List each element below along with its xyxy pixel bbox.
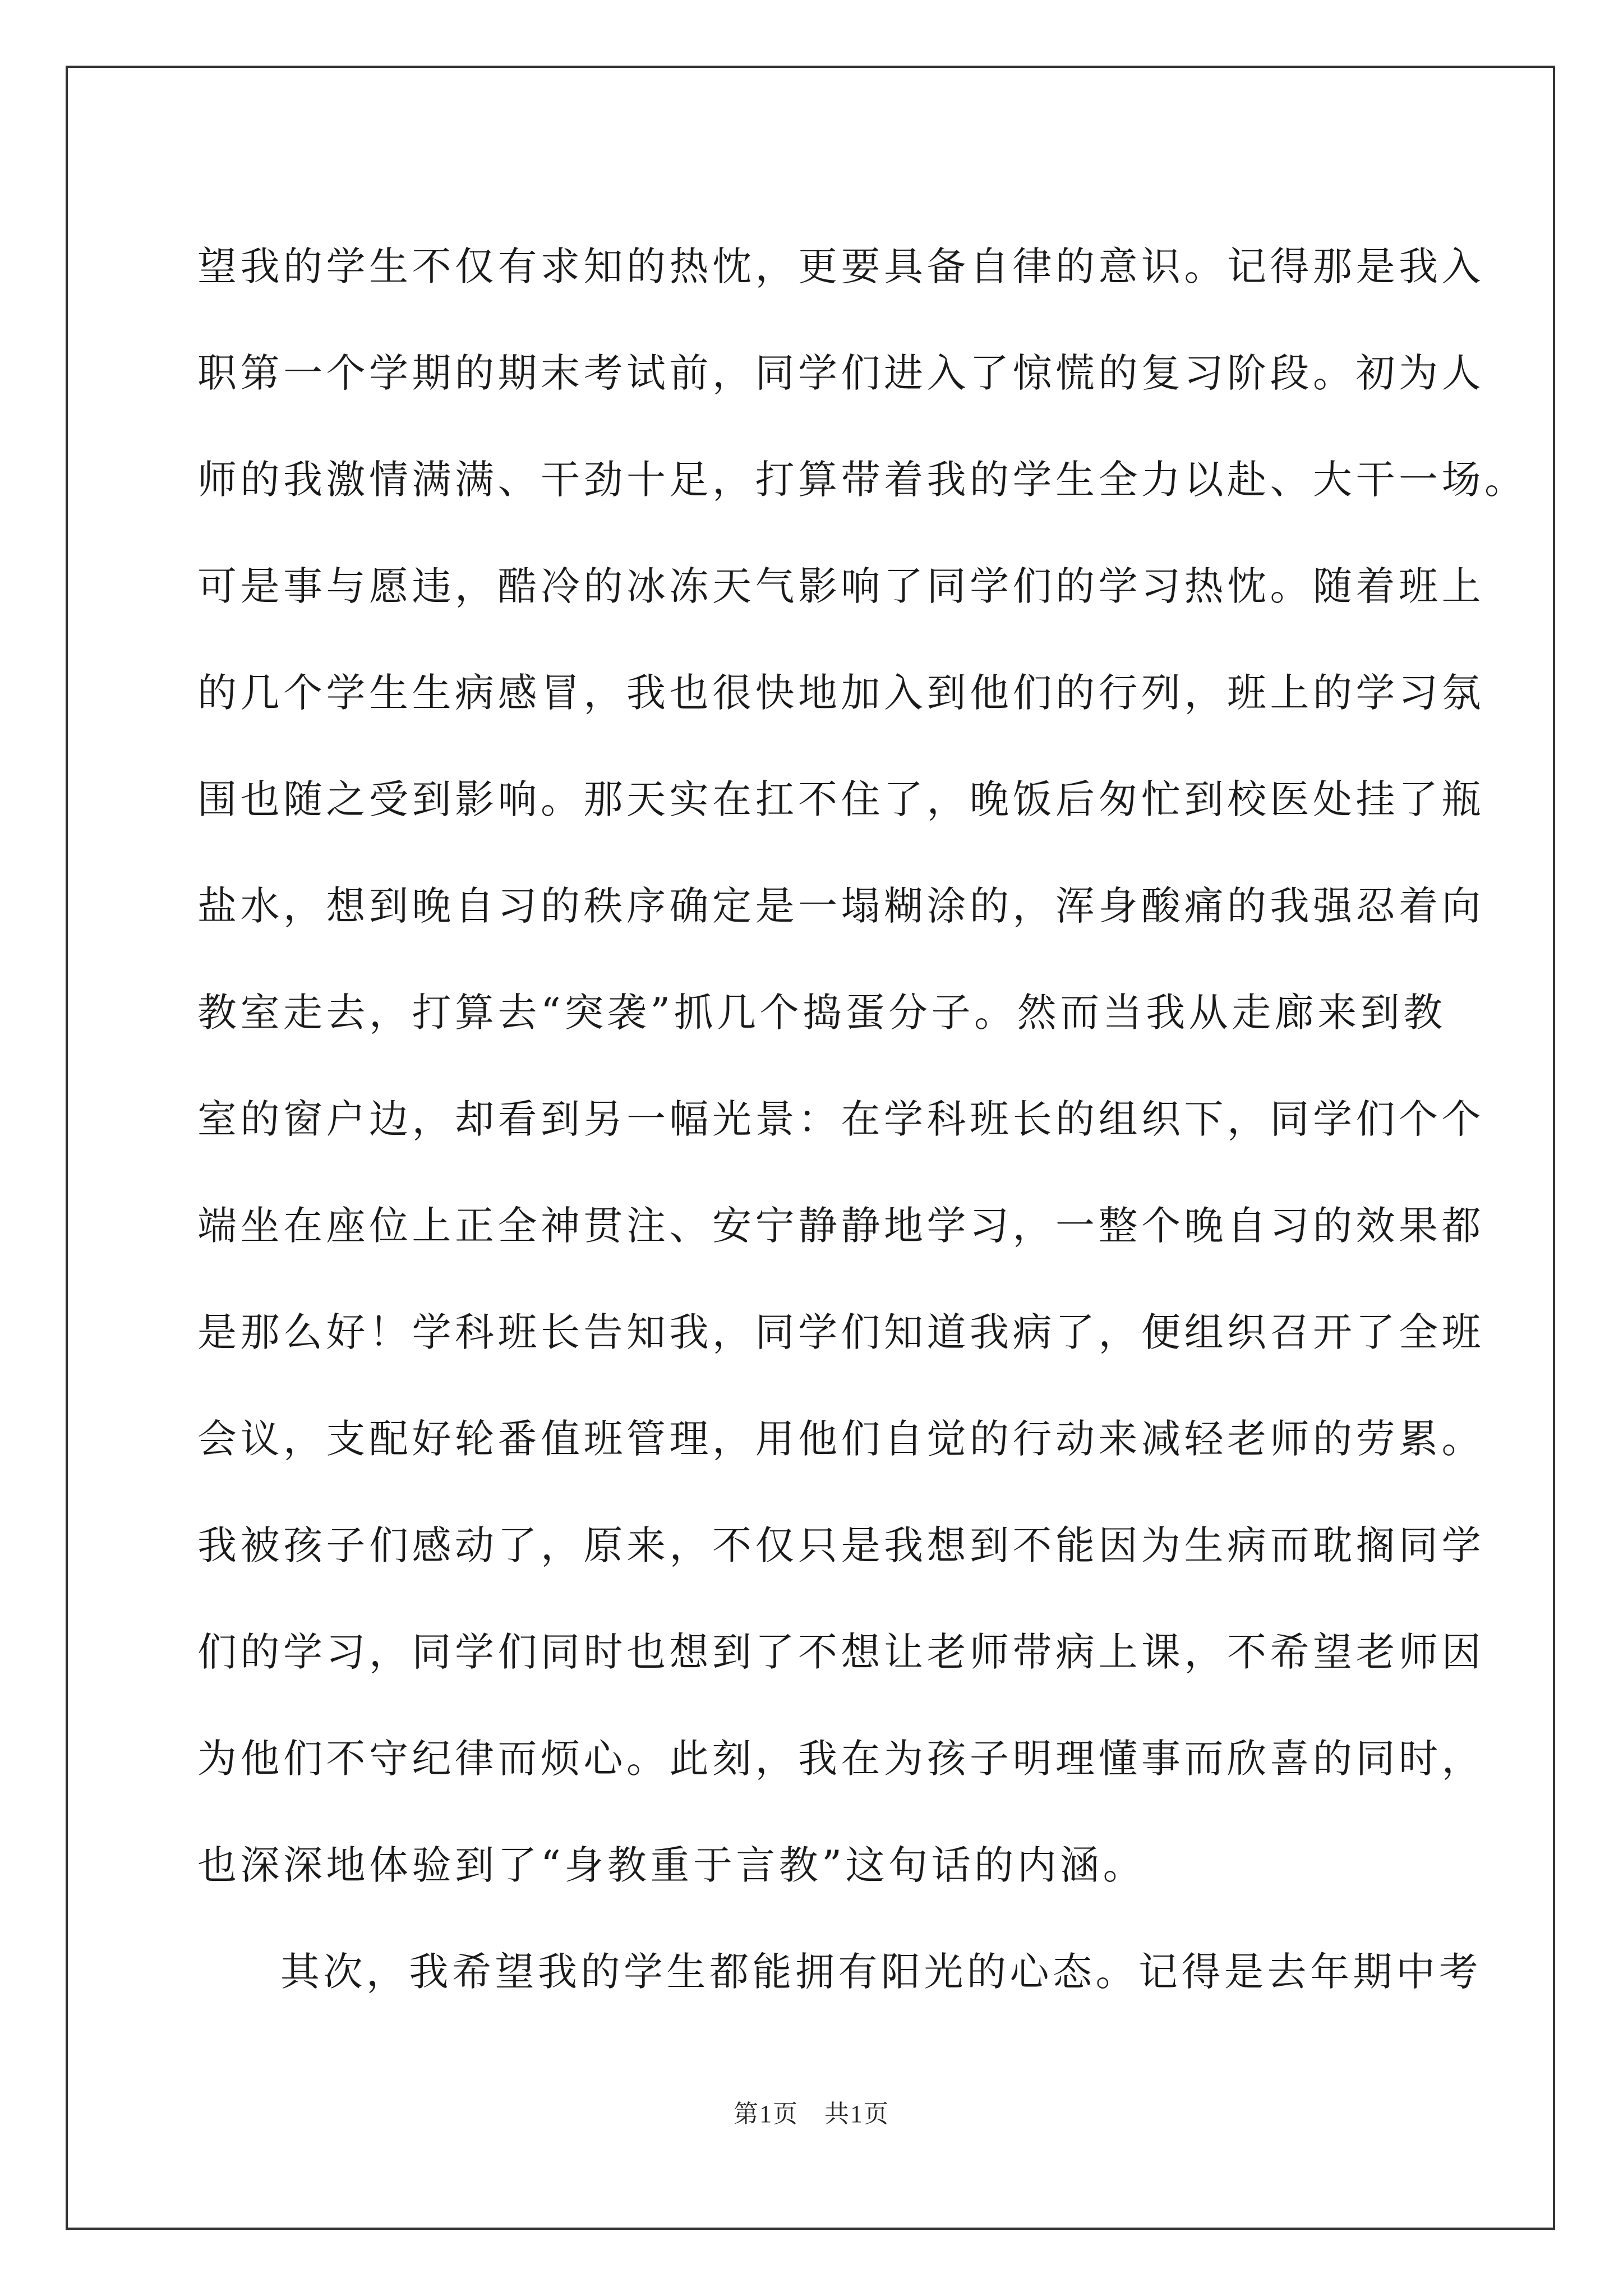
text-line: 职第一个学期的期末考试前，同学们进入了惊慌的复习阶段。初为人	[197, 350, 1484, 396]
text-line: 为他们不守纪律而烦心。此刻，我在为孩子明理懂事而欣喜的同时，	[197, 1736, 1484, 1782]
text-line: 端坐在座位上正全神贯注、安宁静静地学习，一整个晚自习的效果都	[197, 1203, 1484, 1249]
text-line: 望我的学生不仅有求知的热忱，更要具备自律的意识。记得那是我入	[197, 243, 1484, 289]
page-number: 第1页	[734, 2100, 799, 2128]
text-line: 可是事与愿违，酷冷的冰冻天气影响了同学们的学习热忱。随着班上	[197, 563, 1484, 609]
page-footer	[0, 2093, 1623, 2129]
text-line: 会议，支配好轮番值班管理，用他们自觉的行动来减轻老师的劳累。	[197, 1416, 1484, 1462]
text-line: 盐水，想到晚自习的秩序确定是一塌糊涂的，浑身酸痛的我强忍着向	[197, 883, 1484, 929]
text-line: 教室走去，打算去“突袭”抓几个捣蛋分子。然而当我从走廊来到教	[197, 990, 1446, 1036]
paragraph-start-line: 其次，我希望我的学生都能拥有阳光的心态。记得是去年期中考	[280, 1949, 1482, 1995]
text-line: 师的我激情满满、干劲十足，打算带着我的学生全力以赴、大干一场。	[197, 457, 1528, 503]
text-line: 是那么好！学科班长告知我，同学们知道我病了，便组织召开了全班	[197, 1309, 1484, 1355]
document-body	[197, 213, 1528, 2025]
text-line: 围也随之受到影响。那天实在扛不住了，晚饭后匆忙到校医处挂了瓶	[197, 776, 1484, 822]
text-line: 也深深地体验到了“身教重于言教”这句话的内涵。	[197, 1842, 1146, 1888]
page-total: 共1页	[824, 2100, 889, 2128]
text-line: 的几个学生生病感冒，我也很快地加入到他们的行列，班上的学习氛	[197, 670, 1484, 716]
text-line: 们的学习，同学们同时也想到了不想让老师带病上课，不希望老师因	[197, 1629, 1484, 1675]
text-line: 室的窗户边，却看到另一幅光景：在学科班长的组织下，同学们个个	[197, 1096, 1484, 1142]
text-line: 我被孩子们感动了，原来，不仅只是我想到不能因为生病而耽搁同学	[197, 1522, 1484, 1568]
